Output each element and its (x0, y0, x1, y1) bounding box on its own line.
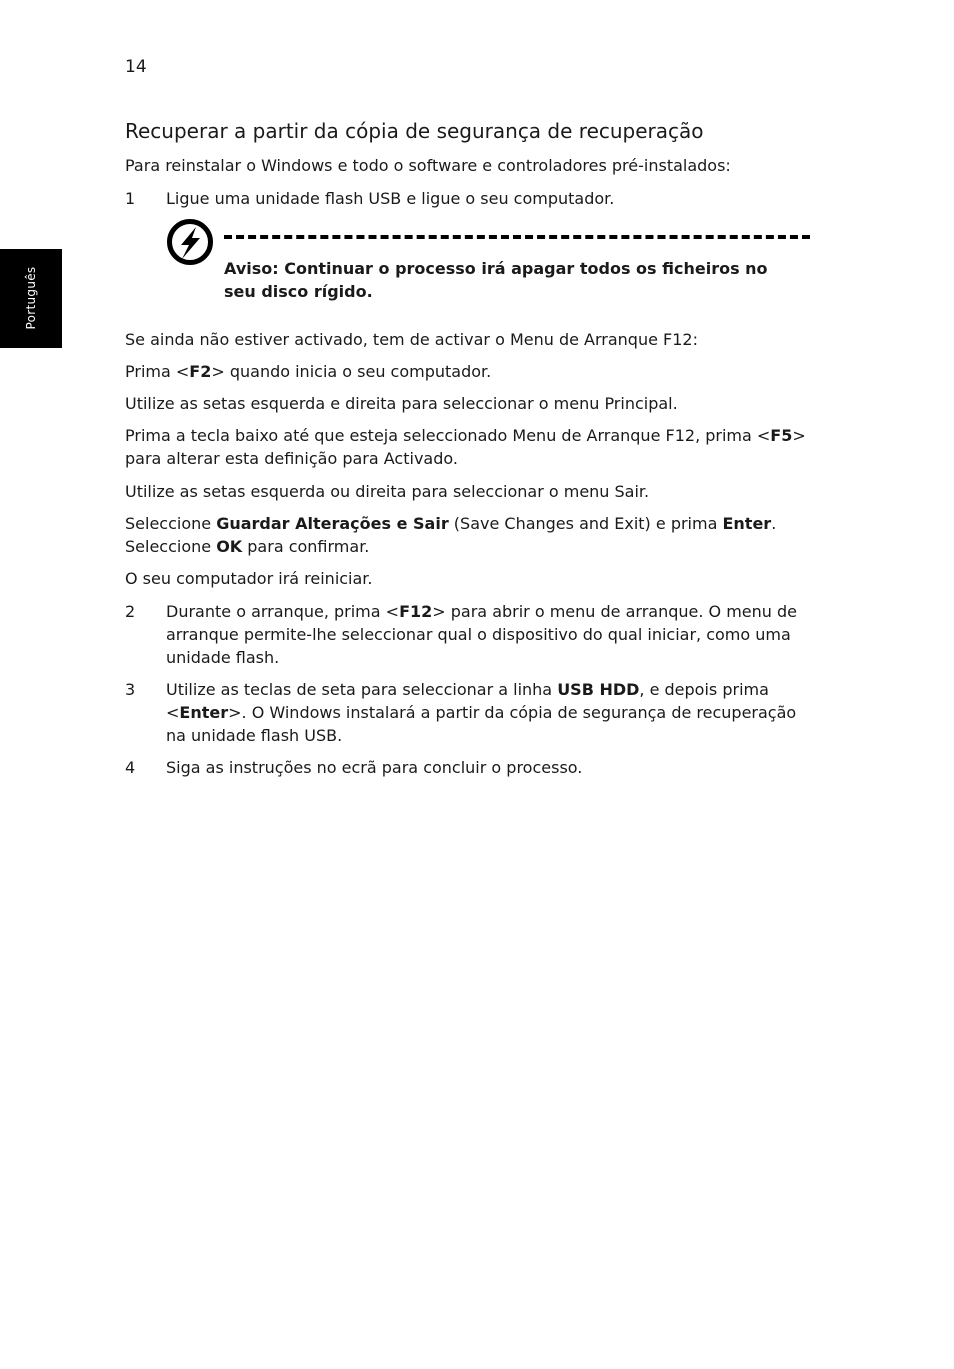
paragraph-press-f2 (125, 360, 820, 383)
step-2 (125, 600, 820, 669)
key-enter: Enter (722, 514, 772, 533)
paragraph-restart: O seu computador irá reiniciar. (125, 569, 373, 588)
section-title: Recuperar a partir da cópia de segurança de recuperação (125, 119, 704, 143)
key-f5: F5 (770, 426, 793, 445)
step-text: Siga as instruções no ecrã para concluir o processo. (166, 758, 583, 777)
paragraph-exit-menu: Utilize as setas esquerda ou direita para seleccionar o menu Sair. (125, 482, 650, 501)
text: Prima a tecla baixo até que esteja seleccionado Menu de Arranque F12, prima < (125, 426, 771, 445)
text: . Seleccione (125, 514, 777, 556)
step-number: 2 (125, 602, 136, 621)
text: , e depois prima < (166, 680, 769, 722)
text: para confirmar. (242, 537, 370, 556)
key-usb-hdd: USB HDD (557, 680, 640, 699)
key-f12: F12 (399, 602, 433, 621)
language-side-tab (0, 249, 62, 348)
document-body (125, 154, 820, 779)
warning-text: Aviso: Continuar o processo irá apagar todos os ficheiros no seu disco rígido. (224, 259, 768, 301)
paragraph-main-menu: Utilize as setas esquerda e direita para seleccionar o menu Principal. (125, 394, 678, 413)
warning-box (125, 210, 820, 328)
intro-paragraph: Para reinstalar o Windows e todo o software e controladores pré-instalados: (125, 156, 731, 175)
key-ok: OK (216, 537, 243, 556)
key-f2: F2 (189, 362, 212, 381)
warning-lightning-icon (166, 218, 214, 266)
language-side-tab-label: Português (24, 266, 38, 330)
step-3 (125, 678, 820, 747)
text: (Save Changes and Exit) e prima (448, 514, 723, 533)
text: >. O Windows instalará a partir da cópia de segurança de recuperação na unidade flash USB. (166, 703, 797, 745)
step-number: 1 (125, 189, 136, 208)
paragraph-save-exit (125, 512, 820, 558)
paragraph-press-f5 (125, 424, 820, 470)
text: Durante o arranque, prima < (166, 602, 400, 621)
step-number: 4 (125, 758, 136, 777)
step-4 (125, 756, 820, 779)
step-1 (125, 187, 820, 210)
text: Prima < (125, 362, 190, 381)
step-number: 3 (125, 680, 136, 699)
warning-dashed-rule (224, 235, 810, 239)
paragraph-activate-menu: Se ainda não estiver activado, tem de activar o Menu de Arranque F12: (125, 330, 698, 349)
text: Utilize as teclas de seta para seleccionar a linha (166, 680, 558, 699)
key-save-exit: Guardar Alterações e Sair (216, 514, 449, 533)
key-enter: Enter (179, 703, 229, 722)
text: > para abrir o menu de arranque. O menu de arranque permite-lhe seleccionar qual o dispositivo do qual iniciar, como uma unidade flash. (166, 602, 798, 667)
page-number: 14 (125, 57, 147, 77)
text: Seleccione (125, 514, 217, 533)
step-text: Ligue uma unidade flash USB e ligue o seu computador. (166, 189, 615, 208)
text: > para alterar esta definição para Activado. (125, 426, 806, 468)
text: > quando inicia o seu computador. (211, 362, 492, 381)
